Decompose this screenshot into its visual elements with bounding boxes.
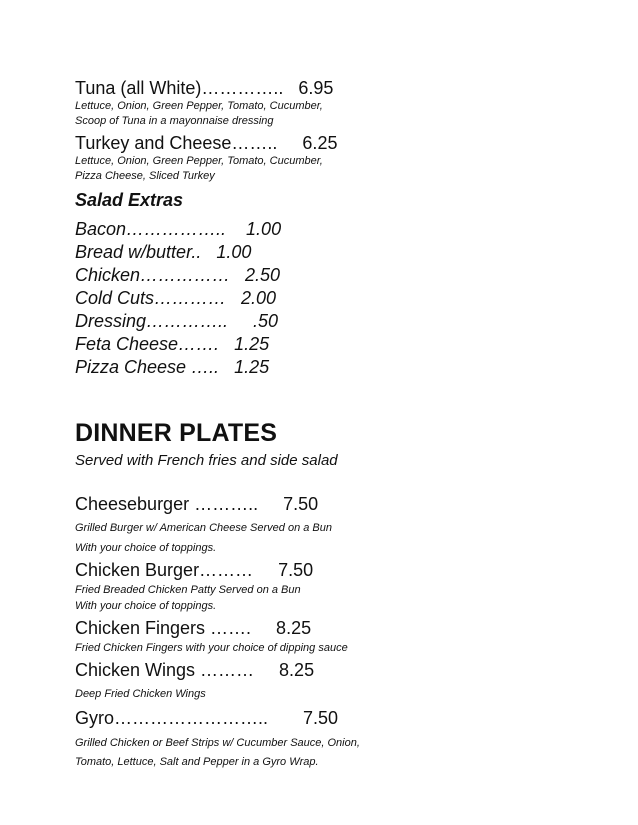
salad-item-description-line: Lettuce, Onion, Green Pepper, Tomato, Cucumber,: [75, 155, 323, 167]
dinner-plates-heading: DINNER PLATES: [75, 419, 278, 447]
salad-extra-item: Pizza Cheese ….. 1.25: [75, 357, 270, 377]
dinner-item-description-line: Tomato, Lettuce, Salt and Pepper in a Gyro Wrap.: [75, 756, 319, 768]
salad-extra-item: Bread w/butter.. 1.00: [75, 242, 252, 262]
salad-item-tuna: [75, 77, 595, 129]
salad-item-description-line: Lettuce, Onion, Green Pepper, Tomato, Cucumber,: [75, 100, 323, 112]
dinner-item-title: Chicken Fingers ……. 8.25: [75, 618, 312, 638]
salad-item-description-line: Scoop of Tuna in a mayonnaise dressing: [75, 115, 274, 127]
salad-item-description-line: Pizza Cheese, Sliced Turkey: [75, 170, 215, 182]
salad-item-title: Tuna (all White)………….. 6.95: [75, 78, 334, 98]
salad-extras-list: [75, 218, 595, 379]
dinner-item-chicken-burger: [75, 558, 595, 614]
dinner-item-chicken-fingers: [75, 616, 595, 656]
salad-extra-item: Cold Cuts………… 2.00: [75, 288, 277, 308]
dinner-item-gyro: [75, 706, 595, 772]
dinner-item-title: Gyro…………………….. 7.50: [75, 708, 339, 728]
menu-content: [75, 77, 595, 772]
dinner-item-description-line: With your choice of toppings.: [75, 542, 217, 554]
dinner-plates-list: [75, 492, 595, 772]
salad-extra-item: Chicken…………… 2.50: [75, 265, 281, 285]
salad-item-turkey-cheese: [75, 132, 595, 184]
dinner-item-title: Chicken Burger……… 7.50: [75, 560, 314, 580]
dinner-item-chicken-wings: [75, 658, 595, 702]
dinner-item-description-line: Deep Fried Chicken Wings: [75, 688, 206, 700]
dinner-item-description-line: Fried Chicken Fingers with your choice of dipping sauce: [75, 642, 348, 654]
salad-extras-heading: Salad Extras: [75, 190, 184, 210]
dinner-item-cheeseburger: [75, 492, 595, 556]
salad-item-title: Turkey and Cheese…….. 6.25: [75, 133, 338, 153]
salad-extra-item: Bacon…………….. 1.00: [75, 219, 282, 239]
dinner-item-title: Cheeseburger ……….. 7.50: [75, 494, 319, 514]
salad-extra-item: Feta Cheese……. 1.25: [75, 334, 270, 354]
dinner-item-description-line: With your choice of toppings.: [75, 600, 217, 612]
dinner-item-description-line: Grilled Chicken or Beef Strips w/ Cucumber Sauce, Onion,: [75, 737, 360, 749]
salad-extra-item: Dressing………….. .50: [75, 311, 279, 331]
dinner-item-title: Chicken Wings ……… 8.25: [75, 660, 315, 680]
dinner-plates-subtitle: Served with French fries and side salad: [75, 452, 338, 469]
dinner-item-description-line: Fried Breaded Chicken Patty Served on a Bun: [75, 584, 301, 596]
dinner-item-description-line: Grilled Burger w/ American Cheese Served on a Bun: [75, 522, 332, 534]
